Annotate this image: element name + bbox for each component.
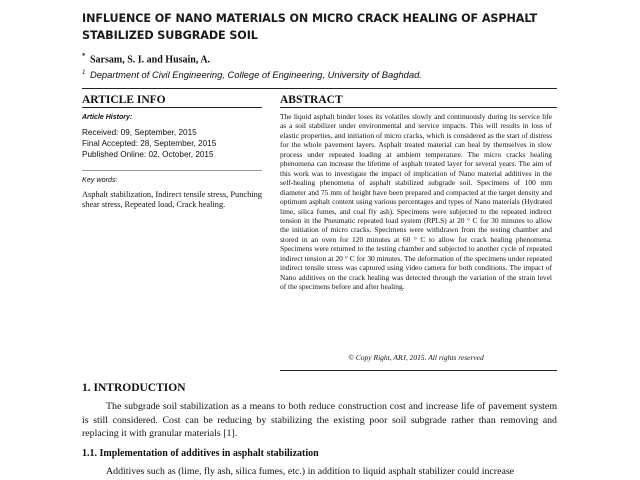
authors-line [82, 52, 210, 65]
article-info-heading: ARTICLE INFO [82, 94, 166, 106]
paper-title: INFLUENCE OF NANO MATERIALS ON MICRO CRACK HEALING OF ASPHALT STABILIZED SUBGRADE SOIL [82, 12, 538, 42]
article-history-label: Article History: [82, 114, 133, 121]
accepted-date: Final Accepted: 28, September, 2015 [82, 139, 217, 148]
published-date: Published Online: 02, October, 2015 [82, 150, 214, 159]
received-date: Received: 09, September, 2015 [82, 128, 197, 137]
introduction-paragraph: The subgrade soil stabilization as a means to both reduce construction cost and increase life of pavement system is still considered. Cost can be reducing by stabilizing the existing poor soil subgrade rather than removing and replacing it with granular materials [1]. [82, 401, 557, 439]
abstract-body: The liquid asphalt binder loses its volatiles slowly and continuously during its service life as a soil stabilizer under environmental and service impacts. This will results in loss of elastic properties, and initiation of micro cracks, which is considered as the start of distress for the whole pavement layers. Asphalt treated material can heal by themselves in slow process under repeated loading at ambient temperature. The micro cracks healing phenomena can increase the lifetime of asphalt treated layer for several years. The aim of this work was to investigate the impact of implication of Nano material additives in the self-healing phenomena of asphalt stabilized subgrade soil. Specimens of 100 mm diameter and 75 mm of height have been prepared and compacted at the target density and optimum asphalt content using various percentages and types of Nano materials (Hydrated lime, silica fumes, and coal fly ash). Specimens were subjected to the repeated indirect tension in the Pneumatic repeated load system (RPLS) at 20 ° C for 30 minutes to allow the initiation of micro cracks. Specimens were withdrawn from the testing chamber and stored in an oven for 120 minutes at 60 ° C to allow for crack healing phenomena. Specimens were returned to the testing chamber and subjected to another cycle of repeated indirect tension at 20 ° C for 30 minutes. The deformation of the specimens under repeated indirect tensile stress was captured using video camera for both conditions. The impact of Nano additives on the crack healing was detected through the variation of the strain level of the specimens before and after healing. [280, 112, 552, 292]
introduction-heading: 1. INTRODUCTION [82, 382, 186, 394]
subsection-paragraph: Additives such as (lime, fly ash, silica fumes, etc.) in addition to liquid asphalt stabilizer could increase [106, 466, 515, 477]
abstract-heading: ABSTRACT [280, 94, 343, 106]
copyright-line: © Copy Right, ARJ, 2015. All rights reserved [348, 353, 484, 362]
author-mark: * [82, 52, 86, 60]
affiliation-text: Department of Civil Engineering, College of Engineering, University of Baghdad. [89, 69, 422, 80]
affiliation-mark: 1 [82, 69, 86, 76]
top-rule [82, 88, 557, 89]
keywords-label: Key words: [82, 175, 118, 184]
abstract-heading-rule [280, 107, 557, 108]
subsection-heading: 1.1. Implementation of additives in asphalt stabilization [82, 448, 319, 459]
abstract-bottom-rule [280, 370, 557, 371]
info-heading-rule [82, 107, 262, 108]
keywords-text: Asphalt stabilization, Indirect tensile stress, Punching shear stress, Repeated load, Crack healing. [82, 190, 262, 209]
affiliation-line [82, 69, 422, 80]
history-divider [82, 170, 262, 171]
author-names: Sarsam, S. I. and Husain, A. [90, 54, 211, 66]
